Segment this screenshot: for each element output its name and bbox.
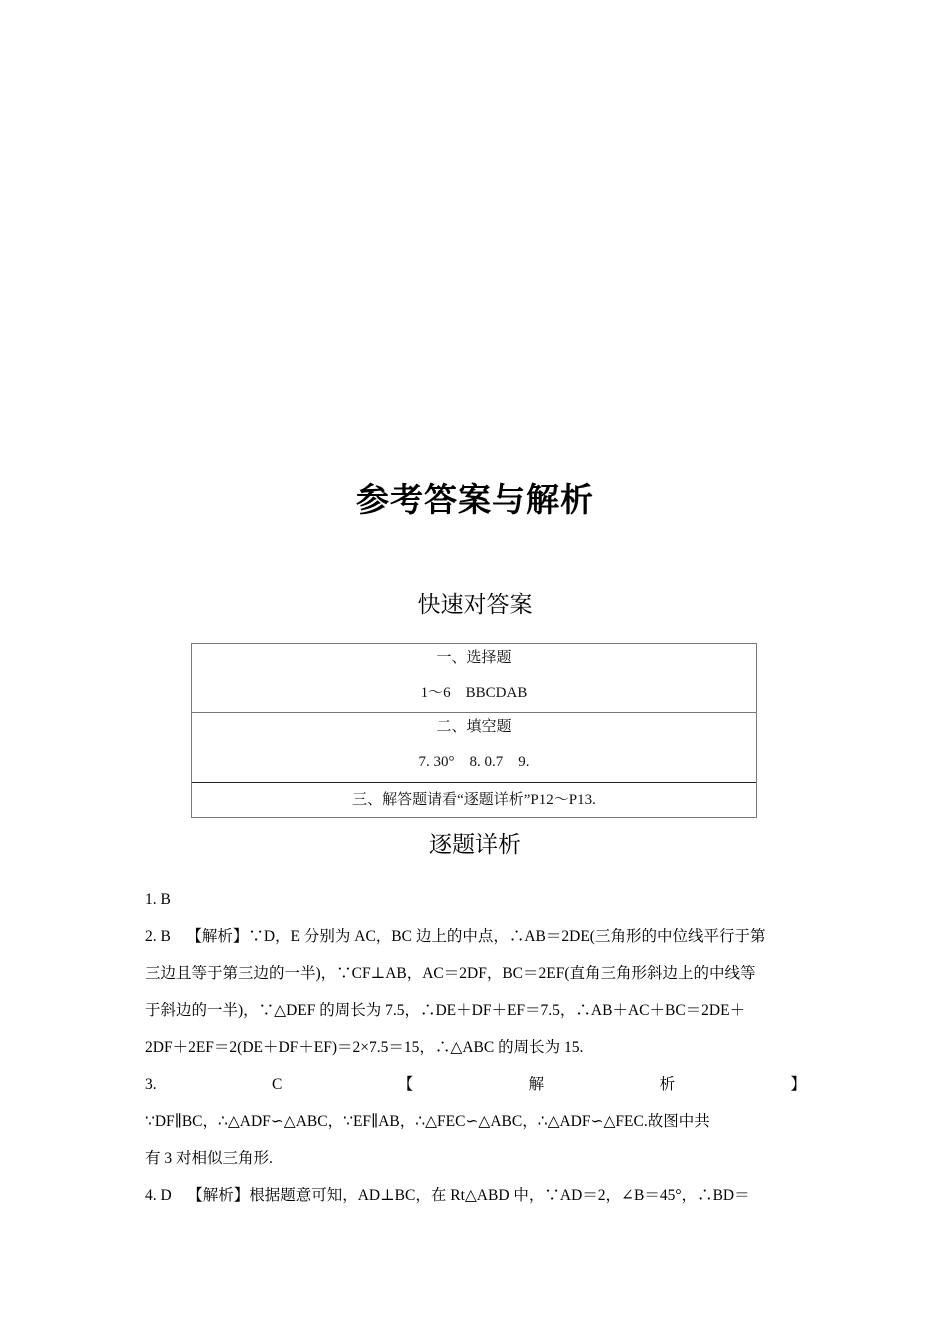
analysis-line: 三边且等于第三边的一半)，∵CF⊥AB，AC＝2DF，BC＝2EF(直角三角形斜边上的中线等: [145, 965, 756, 982]
section-answers: 7. 30° 8. 0.7 9.: [418, 754, 530, 770]
section-label: 二、填空题: [436, 719, 512, 735]
analysis-line: ∵D，E 分别为 AC，BC 边上的中点，∴AB＝2DE(三角形的中位线平行于第: [248, 928, 766, 945]
question-number: 2.: [145, 928, 157, 945]
question-answer: B: [160, 891, 171, 908]
question-answer: C: [272, 1076, 283, 1093]
question-answer: B: [160, 928, 171, 945]
section-label: 三、解答题请看“逐题详析”P12～P13.: [352, 792, 596, 808]
analysis-line: 2DF＋2EF＝2(DE＋DF＋EF)＝2×7.5＝15，∴△ABC 的周长为 15.: [145, 1039, 584, 1056]
table-row-free-response: [192, 783, 756, 817]
table-row-fill-in-blank: [192, 713, 756, 783]
question-item-1: [145, 881, 806, 918]
question-item-2: [145, 918, 806, 955]
table-row-multiple-choice: [192, 644, 756, 713]
question-number: 4.: [145, 1187, 157, 1204]
analysis-tag-close-bracket: 】: [790, 1076, 806, 1093]
question-number: 3.: [145, 1076, 157, 1093]
quick-answers-table: [191, 643, 757, 818]
analysis-line: ∵DF∥BC，∴△ADF∽△ABC，∵EF∥AB，∴△FEC∽△ABC，∴△ADF∽△FEC.故图中共: [145, 1113, 710, 1130]
analysis-tag-char: 解: [528, 1076, 545, 1093]
analysis-line: 根据题意可知，AD⊥BC，在 Rt△ABD 中，∵AD＝2，∠B＝45°，∴BD＝: [249, 1187, 750, 1204]
analysis-tag: 【解析】: [187, 1187, 250, 1204]
detailed-analysis-heading: 逐题详析: [429, 832, 521, 858]
quick-answers-heading: 快速对答案: [417, 592, 533, 618]
section-label: 一、选择题: [436, 650, 512, 666]
detailed-analysis-content: [145, 881, 806, 1214]
page-title: 参考答案与解析: [356, 480, 594, 519]
analysis-line: 有 3 对相似三角形.: [145, 1150, 273, 1167]
question-number: 1.: [145, 891, 157, 908]
section-answers: 1～6 BBCDAB: [420, 685, 528, 701]
analysis-line: 于斜边的一半)，∵△DEF 的周长为 7.5，∴DE＋DF＋EF＝7.5，∴AB＋AC＋BC＝2DE＋: [145, 1002, 746, 1019]
analysis-tag-open-bracket: 【: [397, 1076, 414, 1093]
analysis-tag-char: 析: [659, 1076, 676, 1093]
analysis-tag: 【解析】: [186, 928, 249, 945]
question-item-4: [145, 1177, 806, 1214]
question-answer: D: [160, 1187, 172, 1204]
question-item-3: [145, 1066, 806, 1103]
